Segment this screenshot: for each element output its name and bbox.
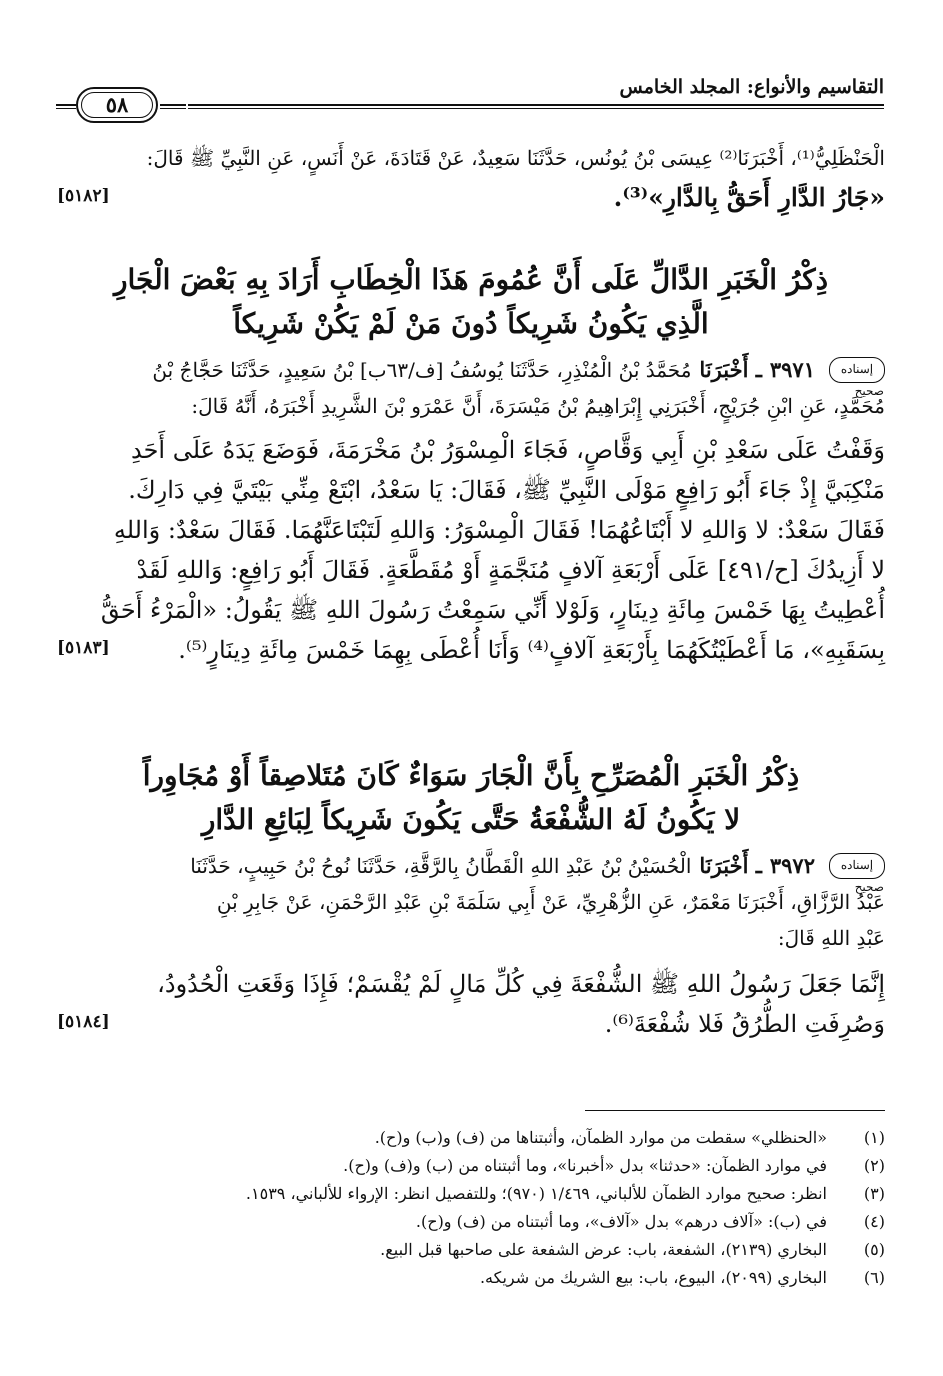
footnote-separator (585, 1110, 885, 1111)
footnote (57, 1264, 885, 1292)
footnote-text: في (ب): «آلاف درهم» بدل «آلاف»، وما أثبتناه من (ف) و(ح). (415, 1212, 827, 1231)
footnote (57, 1152, 885, 1180)
isnad-text: مُحَمَّدٍ، عَنِ ابْنِ جُرَيْجٍ، أَخْبَرَنِي إِبْرَاهِيمُ بْنُ مَيْسَرَةَ، أَنَّ عَمْرَو بْنَ الشَّرِيدِ أَخْبَرَهُ، أَنَّهُ قَالَ: (191, 394, 885, 418)
text-line: الْحَنْظَلِيُّ⁽¹⁾، أَخْبَرَنَا⁽²⁾ عِيسَى بْنُ يُونُس، حَدَّثَنَا سَعِيدٌ، عَنْ قَتَادَةَ، عَنْ أَنَسٍ، عَنِ النَّبِيِّ ﷺ قَالَ: (146, 146, 885, 170)
footnote-number: (١) (863, 1128, 885, 1147)
isnad-line (57, 352, 885, 398)
footnote-number: (٢) (863, 1156, 885, 1175)
grade-badge: إسناده صحيح (829, 853, 885, 879)
isnad-text: عَبْدُ الرَّزَّاقِ، أَخْبَرَنَا مَعْمَرٌ، عَنِ الزُّهْرِيِّ، عَنْ أَبِي سَلَمَةَ بْنِ عَبْدِ الرَّحْمَنِ، عَنْ جَابِرِ بْنِ (216, 890, 885, 914)
hadith-entry (57, 848, 885, 1044)
chapter-title-line: ذِكْرُ الْخَبَرِ الدَّالِّ عَلَى أَنَّ عُمُومَ هَذَا الْخِطَابِ أَرَادَ بِهِ بَعْضَ الْجَارِ (113, 263, 829, 296)
footnote (57, 1208, 885, 1236)
chapter-title-line: لا يَكُونُ لَهُ الشُّفْعَةُ حَتَّى يَكُونَ شَرِيكاً لِبَائِعِ الدَّارِ (201, 803, 741, 836)
grade-badge: إسناده صحيح (829, 357, 885, 383)
header-rule-thin (188, 108, 884, 109)
footnote-text: البخاري (٢١٣٩)، الشفعة، باب: عرض الشفعة على صاحبها قبل البيع. (380, 1240, 827, 1259)
chapter-heading (57, 258, 885, 346)
text-line-row (57, 176, 885, 216)
footnote (57, 1180, 885, 1208)
header-rule-short (160, 104, 186, 106)
matn-line: إِنَّمَا جَعَلَ رَسُولُ اللهِ ﷺ الشُّفْعَةَ فِي كُلِّ مَالٍ لَمْ يُقْسَمْ؛ فَإِذَا وَقَعَتِ الْحُدُودُ، (157, 970, 885, 998)
header-rule-short-thin (160, 108, 186, 109)
matn-line: وَقَفْتُ عَلَى سَعْدِ بْنِ أَبِي وَقَّاصٍ، فَجَاءَ الْمِسْوَرُ بْنُ مَخْرَمَةَ، فَوَضَعَ يَدَهُ عَلَى أَحَدِ (130, 436, 885, 464)
matn-line: لا أَزِيدُكَ [ح/٤٩١] عَلَى أَرْبَعَةِ آلافٍ مُنَجَّمَةٍ أَوْ مُقَطَّعَةٍ. فَقَالَ أَبُو رَافِعٍ: وَاللهِ لَقَدْ (136, 556, 885, 584)
reference-number: [٥١٨٢] (57, 186, 110, 206)
chapter-title-line: ذِكْرُ الْخَبَرِ الْمُصَرِّحِ بِأَنَّ الْجَارَ سَوَاءٌ كَانَ مُتَلاصِقاً أَوْ مُجَاوِراً (142, 759, 800, 792)
isnad-text: مُحَمَّدُ بْنُ الْمُنْذِرِ، حَدَّثَنَا يُوسُفُ [ف/٦٣ب] بْنُ سَعِيدٍ، حَدَّثَنَا حَجَّاجُ بْنُ (152, 358, 692, 382)
header-rule-left-thin (56, 108, 76, 109)
text-line-row (57, 630, 885, 670)
footnote-number: (٥) (863, 1240, 885, 1259)
hadith-entry (57, 352, 885, 670)
isnad-line (57, 848, 885, 894)
header-rule (188, 104, 884, 106)
footnote (57, 1236, 885, 1264)
page-header (56, 70, 884, 126)
footnote-text: «الحنظلي» سقطت من موارد الظمآن، وأثبتناها من (ف) و(ب) و(ح). (374, 1128, 827, 1147)
reference-number: [٥١٨٣] (57, 638, 110, 658)
page-number: ٥٨ (76, 87, 158, 123)
footnotes (57, 1124, 885, 1292)
footnote-number: (٦) (863, 1268, 885, 1287)
footnote-number: (٣) (863, 1184, 885, 1203)
isnad-lead: ـ أَخْبَرَنَا (699, 853, 762, 878)
hadith-number: ٣٩٧٢ (769, 853, 815, 878)
footnote-text: في موارد الظمآن: «حدثنا» بدل «أخبرنا»، وما أثبتناه من (ب) و(ف) و(ح). (343, 1156, 827, 1175)
footnote-text: البخاري (٢٠٩٩)، البيوع، باب: بيع الشريك من شريكه. (479, 1268, 827, 1287)
text-line-row (57, 1004, 885, 1044)
footnote-number: (٤) (863, 1212, 885, 1231)
hadith-number: ٣٩٧١ (769, 357, 815, 382)
running-title: التقاسيم والأنواع: المجلد الخامس (619, 76, 884, 98)
footnote-text: انظر: صحيح موارد الظمآن للألباني، ١/٤٦٩ (٩٧٠)؛ وللتفصيل انظر: الإرواء للألباني، ١٥٣٩. (245, 1184, 827, 1203)
chapter-heading (57, 754, 885, 842)
matn-line: فَقَالَ سَعْدٌ: لا وَاللهِ لا أَبْتَاعُهُمَا! فَقَالَ الْمِسْوَرُ: وَاللهِ لَتَبْتَاعَنَّهُمَا. فَقَالَ سَعْدٌ: وَاللهِ (113, 516, 885, 544)
isnad-text: عَبْدِ اللهِ قَالَ: (777, 926, 885, 950)
header-rule-left (56, 104, 76, 106)
matn-line: أُعْطِيتُ بِهَا خَمْسَ مِائَةِ دِينَارٍ، وَلَوْلا أَنِّي سَمِعْتُ رَسُولَ اللهِ ﷺ يَقُولُ: «الْمَرْءُ أَحَقُّ (100, 596, 885, 624)
matn-line: مَنْكِبَيَّ إِذْ جَاءَ أَبُو رَافِعٍ مَوْلَى النَّبِيِّ ﷺ، فَقَالَ: يَا سَعْدُ، ابْتَعْ مِنِّي بَيْتَيَّ فِي دَارِكَ. (128, 476, 885, 504)
footnote (57, 1124, 885, 1152)
isnad-lead: ـ أَخْبَرَنَا (699, 357, 762, 382)
chapter-title-line: الَّذِي يَكُونُ شَرِيكاً دُونَ مَنْ لَمْ يَكُنْ شَرِيكاً (233, 307, 709, 340)
continued-hadith (57, 140, 885, 216)
matn-line: بِسَقَبِهِ»، مَا أَعْطَيْتُكَهُمَا بِأَرْبَعَةِ آلافٍ⁽⁴⁾ وَأَنَا أُعْطَى بِهِمَا خَمْسَ مِائَةِ دِينَارٍ⁽⁵⁾. (178, 636, 885, 664)
hadith-quote: «جَارُ الدَّارِ أَحَقُّ بِالدَّارِ»⁽³⁾. (613, 183, 885, 212)
matn-line: وَصُرِفَتِ الطُّرُقُ فَلا شُفْعَةَ⁽⁶⁾. (604, 1010, 885, 1038)
reference-number: [٥١٨٤] (57, 1012, 110, 1032)
isnad-text: الْحُسَيْنُ بْنُ عَبْدِ اللهِ الْقَطَّانُ بِالرَّقَّةِ، حَدَّثَنَا نُوحُ بْنُ حَبِيبٍ، حَدَّثَنَا (190, 854, 692, 878)
